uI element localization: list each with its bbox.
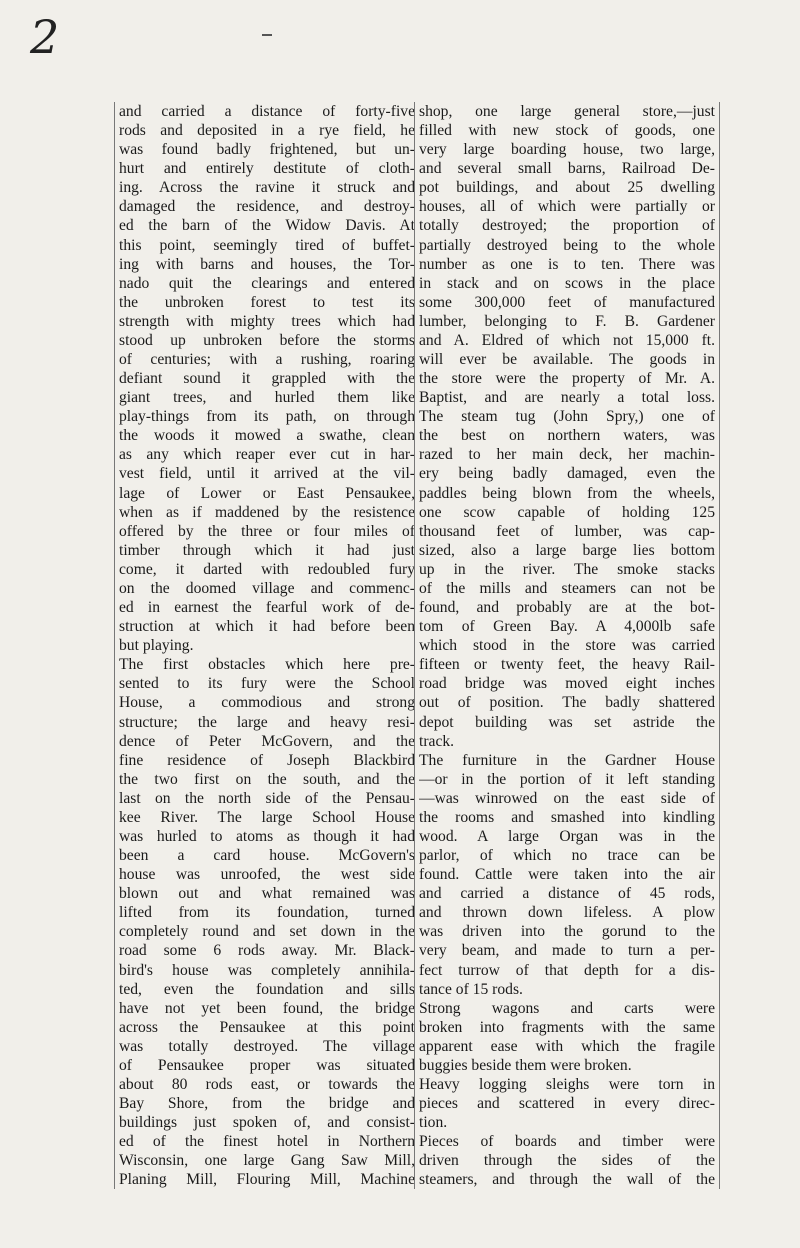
- text-line: ed the barn of the Widow Davis. At: [119, 217, 415, 235]
- text-line: struction at which it had before been: [119, 618, 415, 636]
- text-line: vest field, until it arrived at the vil-: [119, 465, 415, 483]
- text-line: strength with mighty trees which had: [119, 312, 415, 330]
- text-line: Bay Shore, from the bridge and: [119, 1095, 415, 1113]
- text-line: nado quit the clearings and entered: [119, 274, 415, 292]
- text-line: which stood in the store was carried: [419, 637, 715, 655]
- text-line: Pieces of boards and timber were: [419, 1133, 715, 1151]
- text-line: found. Cattle were taken into the air: [419, 866, 715, 884]
- article-column-left: [114, 102, 415, 1189]
- text-line: The furniture in the Gardner House: [419, 751, 715, 769]
- text-line: ed in earnest the fearful work of de-: [119, 599, 415, 617]
- text-line: very beam, and made to turn a per-: [419, 942, 715, 960]
- text-line: and thrown down lifeless. A plow: [419, 904, 715, 922]
- text-line: of the mills and steamers can not be: [419, 579, 715, 597]
- text-line: driven through the sides of the: [419, 1152, 715, 1170]
- text-line: the two first on the south, and the: [119, 770, 415, 788]
- text-line: pieces and scattered in every direc-: [419, 1095, 715, 1113]
- text-line: ted, even the foundation and sills: [119, 980, 415, 998]
- text-line: found, and probably are at the bot-: [419, 599, 715, 617]
- text-line: track.: [419, 732, 455, 750]
- text-line: Heavy logging sleighs were torn in: [419, 1075, 715, 1093]
- text-line: of centuries; with a rushing, roaring: [119, 351, 415, 369]
- text-line: parlor, of which no trace can be: [419, 847, 715, 865]
- text-line: pot buildings, and about 25 dwelling: [419, 179, 715, 197]
- text-line: Strong wagons and carts were: [419, 999, 715, 1017]
- text-line: one scow capable of holding 125: [419, 503, 715, 521]
- text-line: defiant sound it grappled with the: [119, 370, 415, 388]
- text-line: the store were the property of Mr. A.: [419, 370, 715, 388]
- text-line: apparent ease with which the fragile: [419, 1037, 715, 1055]
- text-line: number as one is to ten. There was: [419, 255, 715, 273]
- text-line: but playing.: [119, 637, 194, 655]
- text-line: ery being badly damaged, even the: [419, 465, 715, 483]
- text-line: ed of the finest hotel in Northern: [119, 1133, 415, 1151]
- text-line: ing. Across the ravine it struck and: [119, 179, 415, 197]
- text-line: damaged the residence, and destroy-: [119, 198, 415, 216]
- text-line: dence of Peter McGovern, and the: [119, 732, 415, 750]
- text-line: bird's house was completely annihila-: [119, 961, 415, 979]
- text-line: was totally destroyed. The village: [119, 1037, 415, 1055]
- text-line: about 80 rods east, or towards the: [119, 1075, 415, 1093]
- text-line: last on the north side of the Pensau-: [119, 789, 415, 807]
- text-line: thousand feet of lumber, was cap-: [419, 522, 715, 540]
- text-line: sented to its fury were the School: [119, 675, 415, 693]
- text-line: hurt and entirely destitute of cloth-: [119, 160, 415, 178]
- text-line: steamers, and through the wall of the: [419, 1171, 715, 1189]
- text-line: lifted from its foundation, turned: [119, 904, 415, 922]
- text-line: road some 6 rods away. Mr. Black-: [119, 942, 415, 960]
- text-line: filled with new stock of goods, one: [419, 122, 715, 140]
- text-line: wood. A large Organ was in the: [419, 827, 715, 845]
- text-line: and carried a distance of 45 rods,: [419, 885, 715, 903]
- text-line: and carried a distance of forty-five: [119, 103, 415, 120]
- text-line: was hurled to atoms as though it had: [119, 827, 415, 845]
- text-line: house was unroofed, the west side: [119, 866, 415, 884]
- text-line: this point, seemingly tired of buffet-: [119, 236, 415, 254]
- text-line: the best on northern waters, was: [419, 427, 715, 445]
- text-line: paddles being blown from the wheels,: [419, 484, 715, 502]
- text-line: will ever be available. The goods in: [419, 351, 715, 369]
- text-line: on the doomed village and commenc-: [119, 579, 415, 597]
- text-line: stood up unbroken before the storms: [119, 331, 415, 349]
- text-line: broken into fragments with the same: [419, 1018, 715, 1036]
- text-line: buildings just spoken of, and consist-: [119, 1114, 415, 1132]
- text-line: across the Pensaukee at this point: [119, 1018, 415, 1036]
- text-line: buggies beside them were broken.: [419, 1056, 632, 1074]
- text-line: kee River. The large School House: [119, 808, 415, 826]
- text-line: and A. Eldred of which not 15,000 ft.: [419, 331, 715, 349]
- text-line: structure; the large and heavy resi-: [119, 713, 415, 731]
- text-line: totally destroyed; the proportion of: [419, 217, 715, 235]
- text-line: rods and deposited in a rye field, he: [119, 122, 415, 140]
- text-line: partially destroyed being to the whole: [419, 236, 715, 254]
- text-line: The first obstacles which here pre-: [119, 656, 415, 674]
- page-number: 2: [30, 10, 60, 64]
- text-line: tom of Green Bay. A 4,000lb safe: [419, 618, 715, 636]
- text-line: out of position. The badly shattered: [419, 694, 715, 712]
- text-line: Baptist, and are nearly a total loss.: [419, 389, 715, 407]
- text-line: up in the river. The smoke stacks: [419, 560, 715, 578]
- text-line: ing with barns and houses, the Tor-: [119, 255, 415, 273]
- text-line: fifteen or twenty feet, the heavy Rail-: [419, 656, 715, 674]
- text-line: lage of Lower or East Pensaukee,: [119, 484, 415, 502]
- text-line: Wisconsin, one large Gang Saw Mill,: [119, 1152, 415, 1170]
- text-line: offered by the three or four miles of: [119, 522, 415, 540]
- text-line: of Pensaukee proper was situated: [119, 1056, 415, 1074]
- text-line: blown out and what remained was: [119, 885, 415, 903]
- text-line: very large boarding house, two large,: [419, 141, 715, 159]
- text-line: Planing Mill, Flouring Mill, Machine: [119, 1171, 415, 1189]
- text-line: giant trees, and hurled them like: [119, 389, 415, 407]
- text-line: as any which reaper ever cut in har-: [119, 446, 415, 464]
- text-line: sized, also a large barge lies bottom: [419, 541, 715, 559]
- text-line: road bridge was moved eight inches: [419, 675, 715, 693]
- text-line: shop, one large general store,—just: [419, 103, 715, 120]
- article-column-right: [414, 102, 720, 1189]
- text-line: —was winrowed on the east side of: [419, 789, 715, 807]
- text-line: the unbroken forest to test its: [119, 293, 415, 311]
- text-line: timber through which it had just: [119, 541, 415, 559]
- text-line: fect turrow of that depth for a dis-: [419, 961, 715, 979]
- text-line: in stack and on scows in the place: [419, 274, 715, 292]
- text-line: some 300,000 feet of manufactured: [419, 293, 715, 311]
- text-line: tion.: [419, 1114, 448, 1132]
- text-line: been a card house. McGovern's: [119, 847, 415, 865]
- text-line: House, a commodious and strong: [119, 694, 415, 712]
- text-line: when as if maddened by the resistence: [119, 503, 415, 521]
- text-line: lumber, belonging to F. B. Gardener: [419, 312, 715, 330]
- text-line: come, it darted with redoubled fury: [119, 560, 415, 578]
- text-line: and several small barns, Railroad De-: [419, 160, 715, 178]
- text-line: was driven into the gorund to the: [419, 923, 715, 941]
- text-line: play-things from its path, on through: [119, 408, 415, 426]
- text-line: fine residence of Joseph Blackbird: [119, 751, 415, 769]
- text-line: have not yet been found, the bridge: [119, 999, 415, 1017]
- text-line: depot building was set astride the: [419, 713, 715, 731]
- text-line: razed to her main deck, her machin-: [419, 446, 715, 464]
- text-line: was found badly frightened, but un-: [119, 141, 415, 159]
- text-line: houses, all of which were partially or: [419, 198, 715, 216]
- text-line: —or in the portion of it left standing: [419, 770, 715, 788]
- text-line: tance of 15 rods.: [419, 980, 523, 998]
- text-line: the rooms and smashed into kindling: [419, 808, 715, 826]
- margin-mark: [262, 34, 272, 36]
- text-line: The steam tug (John Spry,) one of: [419, 408, 715, 426]
- text-line: completely round and set down in the: [119, 923, 415, 941]
- text-line: the woods it mowed a swathe, clean: [119, 427, 415, 445]
